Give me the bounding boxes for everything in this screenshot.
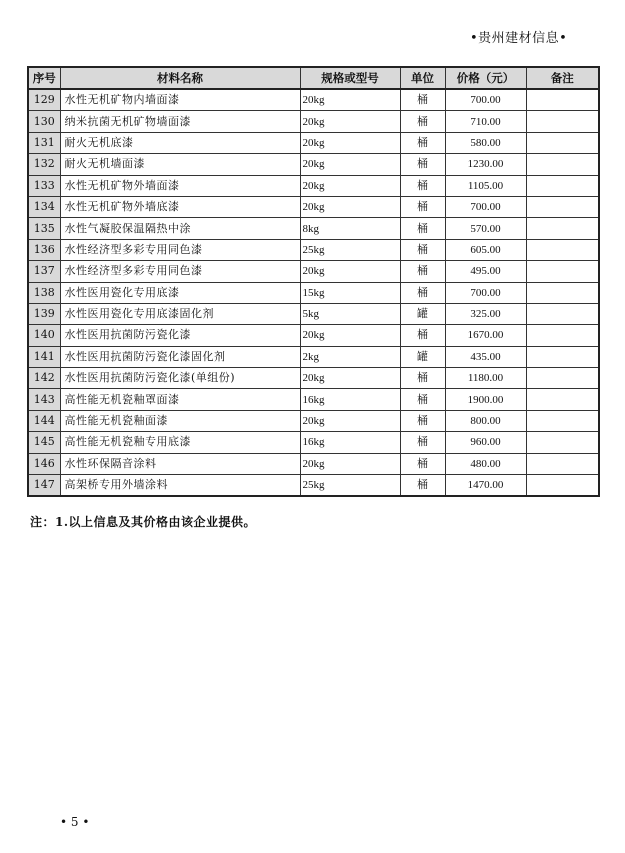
row-spec: 20kg bbox=[300, 111, 400, 132]
table-row bbox=[28, 325, 599, 346]
row-price: 700.00 bbox=[445, 89, 526, 111]
row-material-name: 水性无机矿物外墙底漆 bbox=[60, 196, 300, 217]
table-row bbox=[28, 432, 599, 453]
table-row bbox=[28, 239, 599, 260]
row-spec: 20kg bbox=[300, 410, 400, 431]
row-seq: 140 bbox=[28, 325, 60, 346]
row-price: 1180.00 bbox=[445, 368, 526, 389]
row-material-name: 水性经济型多彩专用同色漆 bbox=[60, 261, 300, 282]
table-row bbox=[28, 368, 599, 389]
row-remark bbox=[526, 346, 599, 367]
header-title: •贵州建材信息• bbox=[470, 31, 568, 46]
row-price: 1670.00 bbox=[445, 325, 526, 346]
row-price: 605.00 bbox=[445, 239, 526, 260]
row-material-name: 水性经济型多彩专用同色漆 bbox=[60, 239, 300, 260]
row-spec: 15kg bbox=[300, 282, 400, 303]
row-seq: 139 bbox=[28, 303, 60, 324]
table-row bbox=[28, 154, 599, 175]
row-material-name: 高性能无机瓷釉罩面漆 bbox=[60, 389, 300, 410]
row-price: 580.00 bbox=[445, 132, 526, 153]
row-seq: 132 bbox=[28, 154, 60, 175]
column-header-unit: 单位 bbox=[400, 67, 445, 89]
row-spec: 8kg bbox=[300, 218, 400, 239]
row-price: 710.00 bbox=[445, 111, 526, 132]
footnote: 注：1.以上信息及其价格由该企业提供。 bbox=[30, 515, 257, 529]
row-unit: 桶 bbox=[400, 239, 445, 260]
row-price: 435.00 bbox=[445, 346, 526, 367]
row-unit: 桶 bbox=[400, 325, 445, 346]
row-remark bbox=[526, 410, 599, 431]
row-seq: 133 bbox=[28, 175, 60, 196]
row-price: 1900.00 bbox=[445, 389, 526, 410]
row-unit: 桶 bbox=[400, 261, 445, 282]
row-price: 700.00 bbox=[445, 196, 526, 217]
price-table bbox=[27, 66, 600, 497]
table-row bbox=[28, 282, 599, 303]
row-price: 800.00 bbox=[445, 410, 526, 431]
row-seq: 142 bbox=[28, 368, 60, 389]
row-seq: 129 bbox=[28, 89, 60, 111]
table-row bbox=[28, 196, 599, 217]
row-unit: 桶 bbox=[400, 89, 445, 111]
column-header-remark: 备注 bbox=[526, 67, 599, 89]
row-unit: 桶 bbox=[400, 453, 445, 474]
column-header-seq: 序号 bbox=[28, 67, 60, 89]
row-seq: 130 bbox=[28, 111, 60, 132]
row-seq: 141 bbox=[28, 346, 60, 367]
row-remark bbox=[526, 432, 599, 453]
row-remark bbox=[526, 111, 599, 132]
row-price: 700.00 bbox=[445, 282, 526, 303]
row-spec: 16kg bbox=[300, 432, 400, 453]
row-remark bbox=[526, 154, 599, 175]
row-remark bbox=[526, 325, 599, 346]
table-row bbox=[28, 475, 599, 497]
row-unit: 桶 bbox=[400, 111, 445, 132]
row-price: 1230.00 bbox=[445, 154, 526, 175]
row-material-name: 高性能无机瓷釉专用底漆 bbox=[60, 432, 300, 453]
row-remark bbox=[526, 175, 599, 196]
row-seq: 135 bbox=[28, 218, 60, 239]
row-remark bbox=[526, 261, 599, 282]
row-remark bbox=[526, 303, 599, 324]
row-material-name: 纳米抗菌无机矿物墙面漆 bbox=[60, 111, 300, 132]
row-material-name: 水性医用抗菌防污瓷化漆(单组份) bbox=[60, 368, 300, 389]
row-unit: 桶 bbox=[400, 475, 445, 497]
row-unit: 桶 bbox=[400, 218, 445, 239]
row-seq: 137 bbox=[28, 261, 60, 282]
table-row bbox=[28, 303, 599, 324]
table-row bbox=[28, 218, 599, 239]
row-price: 480.00 bbox=[445, 453, 526, 474]
table-header-row bbox=[28, 67, 599, 89]
row-seq: 131 bbox=[28, 132, 60, 153]
row-material-name: 水性环保隔音涂料 bbox=[60, 453, 300, 474]
row-material-name: 高性能无机瓷釉面漆 bbox=[60, 410, 300, 431]
row-material-name: 水性无机矿物外墙面漆 bbox=[60, 175, 300, 196]
table-row bbox=[28, 175, 599, 196]
row-seq: 144 bbox=[28, 410, 60, 431]
column-header-name: 材料名称 bbox=[60, 67, 300, 89]
row-spec: 20kg bbox=[300, 261, 400, 282]
row-seq: 145 bbox=[28, 432, 60, 453]
row-remark bbox=[526, 368, 599, 389]
row-unit: 桶 bbox=[400, 389, 445, 410]
row-spec: 20kg bbox=[300, 175, 400, 196]
row-seq: 136 bbox=[28, 239, 60, 260]
row-spec: 25kg bbox=[300, 475, 400, 497]
row-unit: 桶 bbox=[400, 175, 445, 196]
row-price: 325.00 bbox=[445, 303, 526, 324]
row-remark bbox=[526, 218, 599, 239]
row-spec: 20kg bbox=[300, 325, 400, 346]
row-seq: 143 bbox=[28, 389, 60, 410]
row-spec: 2kg bbox=[300, 346, 400, 367]
row-seq: 147 bbox=[28, 475, 60, 497]
row-price: 570.00 bbox=[445, 218, 526, 239]
row-price: 1105.00 bbox=[445, 175, 526, 196]
row-spec: 5kg bbox=[300, 303, 400, 324]
row-remark bbox=[526, 239, 599, 260]
table-row bbox=[28, 261, 599, 282]
row-spec: 20kg bbox=[300, 368, 400, 389]
row-price: 495.00 bbox=[445, 261, 526, 282]
row-unit: 桶 bbox=[400, 432, 445, 453]
row-spec: 20kg bbox=[300, 89, 400, 111]
row-remark bbox=[526, 132, 599, 153]
table-row bbox=[28, 346, 599, 367]
row-seq: 138 bbox=[28, 282, 60, 303]
row-remark bbox=[526, 196, 599, 217]
row-remark bbox=[526, 282, 599, 303]
row-unit: 桶 bbox=[400, 196, 445, 217]
row-spec: 20kg bbox=[300, 132, 400, 153]
row-material-name: 水性医用瓷化专用底漆固化剂 bbox=[60, 303, 300, 324]
table-row bbox=[28, 410, 599, 431]
row-remark bbox=[526, 453, 599, 474]
row-price: 960.00 bbox=[445, 432, 526, 453]
row-spec: 20kg bbox=[300, 154, 400, 175]
row-unit: 罐 bbox=[400, 303, 445, 324]
row-remark bbox=[526, 389, 599, 410]
table-row bbox=[28, 111, 599, 132]
table-body bbox=[28, 89, 599, 496]
row-material-name: 水性医用抗菌防污瓷化漆固化剂 bbox=[60, 346, 300, 367]
row-seq: 134 bbox=[28, 196, 60, 217]
row-spec: 16kg bbox=[300, 389, 400, 410]
row-unit: 桶 bbox=[400, 132, 445, 153]
page-number: • 5 • bbox=[60, 815, 90, 829]
table-row bbox=[28, 132, 599, 153]
row-spec: 20kg bbox=[300, 196, 400, 217]
row-material-name: 耐火无机墙面漆 bbox=[60, 154, 300, 175]
row-material-name: 高架桥专用外墙涂料 bbox=[60, 475, 300, 497]
row-material-name: 耐火无机底漆 bbox=[60, 132, 300, 153]
row-spec: 20kg bbox=[300, 453, 400, 474]
row-material-name: 水性气凝胶保温隔热中涂 bbox=[60, 218, 300, 239]
row-material-name: 水性医用抗菌防污瓷化漆 bbox=[60, 325, 300, 346]
column-header-spec: 规格或型号 bbox=[300, 67, 400, 89]
row-seq: 146 bbox=[28, 453, 60, 474]
row-price: 1470.00 bbox=[445, 475, 526, 497]
column-header-price: 价格（元） bbox=[445, 67, 526, 89]
row-unit: 桶 bbox=[400, 154, 445, 175]
row-material-name: 水性无机矿物内墙面漆 bbox=[60, 89, 300, 111]
row-remark bbox=[526, 89, 599, 111]
table-row bbox=[28, 89, 599, 111]
row-unit: 桶 bbox=[400, 410, 445, 431]
row-unit: 桶 bbox=[400, 282, 445, 303]
row-unit: 罐 bbox=[400, 346, 445, 367]
row-material-name: 水性医用瓷化专用底漆 bbox=[60, 282, 300, 303]
table-row bbox=[28, 389, 599, 410]
row-spec: 25kg bbox=[300, 239, 400, 260]
row-unit: 桶 bbox=[400, 368, 445, 389]
row-remark bbox=[526, 475, 599, 497]
table-row bbox=[28, 453, 599, 474]
